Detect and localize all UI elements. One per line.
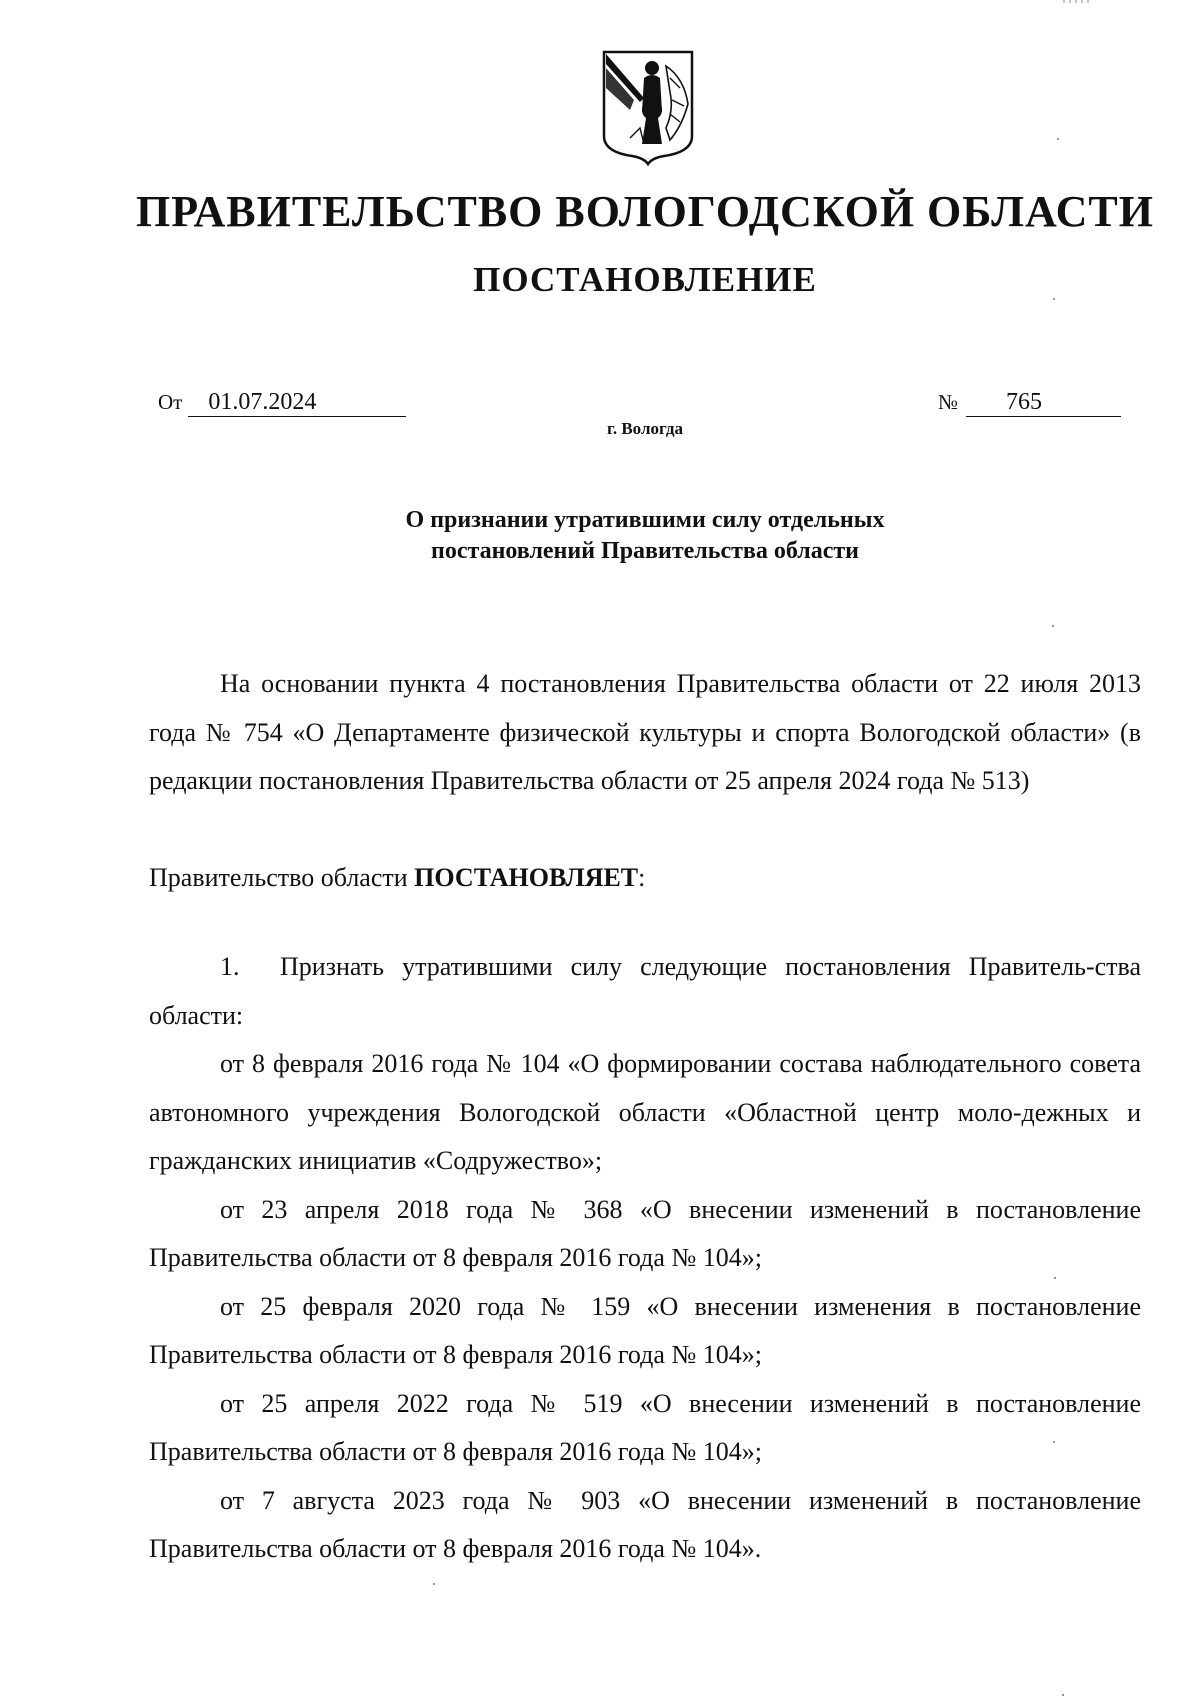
scan-speck xyxy=(1054,1277,1056,1279)
scan-speck xyxy=(433,1583,435,1585)
document-type-heading: ПОСТАНОВЛЕНИЕ xyxy=(473,260,817,299)
scan-speck xyxy=(1052,625,1054,627)
number-value: 765 xyxy=(966,388,1121,417)
list-item: от 25 апреля 2022 года № 519 «О внесении изменений в постановление Правительства области от 8 февраля 2016 года № 104»; xyxy=(149,1388,1141,1466)
list-item: от 25 февраля 2020 года № 159 «О внесении изменения в постановление Правительства области от 8 февраля 2016 года № 104»; xyxy=(149,1291,1141,1369)
date-field xyxy=(158,388,406,417)
repealed-list xyxy=(149,1040,1141,1574)
decree-suffix: : xyxy=(638,863,646,892)
document-subject xyxy=(0,505,1200,567)
list-item: от 8 февраля 2016 года № 104 «О формировании состава наблюдательного совета автономного учреждения Вологодской области «Областной центр моло-дежных и гражданских инициатив «Содружество»; xyxy=(149,1049,1141,1175)
coat-of-arms-emblem xyxy=(600,48,696,166)
number-field xyxy=(938,388,1121,417)
organization-title: ПРАВИТЕЛЬСТВО ВОЛОГОДСКОЙ ОБЛАСТИ xyxy=(136,187,1154,236)
number-label: № xyxy=(938,390,959,414)
item-1 xyxy=(149,943,1141,1040)
scan-corner-marks xyxy=(1062,0,1092,3)
scan-speck xyxy=(1053,298,1055,300)
scan-speck xyxy=(1062,1694,1064,1696)
basis-paragraph xyxy=(149,660,1141,806)
subject-line-2: постановлений Правительства области xyxy=(431,538,859,564)
date-label: От xyxy=(158,390,183,414)
subject-line-1: О признании утратившими силу отдельных xyxy=(405,507,885,533)
basis-text: На основании пункта 4 постановления Правительства области от 22 июля 2013 года № 754 «О Департаменте физической культуры и спорта Вологодской области» (в редакции постановления Правительства области от 25 апреля 2024 года № 513) xyxy=(149,669,1141,795)
date-value: 01.07.2024 xyxy=(188,388,406,417)
list-item: от 7 августа 2023 года № 903 «О внесении изменений в постановление Правительства области от 8 февраля 2016 года № 104». xyxy=(149,1485,1141,1563)
list-item: от 23 апреля 2018 года № 368 «О внесении изменений в постановление Правительства области от 8 февраля 2016 года № 104»; xyxy=(149,1194,1141,1272)
scan-speck xyxy=(1057,138,1059,140)
item-1-paragraph xyxy=(149,943,1141,1040)
item-1-text: Признать утратившими силу следующие постановления Правитель-ства области: xyxy=(149,952,1141,1030)
city-name: г. Вологда xyxy=(607,419,683,438)
item-1-number: 1. xyxy=(220,952,240,981)
decree-line xyxy=(149,854,645,903)
scan-speck xyxy=(1053,1441,1055,1443)
decree-word: ПОСТАНОВЛЯЕТ xyxy=(414,863,639,892)
decree-prefix: Правительство области xyxy=(149,863,415,892)
